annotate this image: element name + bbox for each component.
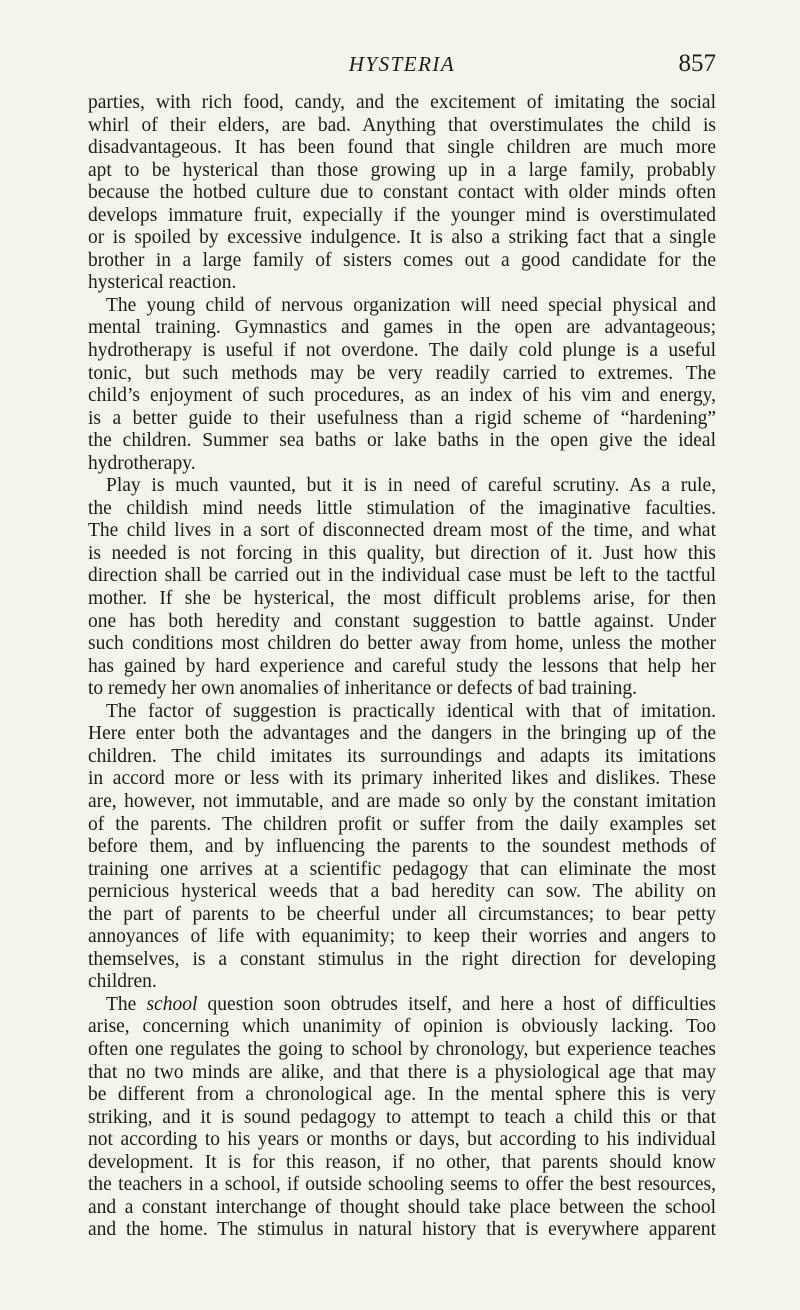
text-line: The child lives in a sort of disconnected dream most of the time, and what: [88, 520, 716, 542]
text-line: disadvantageous. It has been found that single children are much more: [88, 137, 716, 159]
text-line: parties, with rich food, candy, and the excitement of imitating the social: [88, 92, 716, 113]
text-line: pernicious hysterical weeds that a bad heredity can sow. The ability on: [88, 881, 716, 903]
text-line: be different from a chronological age. In the mental sphere this is very: [88, 1084, 716, 1106]
text-line: [88, 994, 716, 1017]
text-line: before them, and by influencing the parents to the soundest methods of: [88, 836, 716, 858]
paragraph-4: [88, 701, 716, 994]
text-line: is a better guide to their usefulness than a rigid scheme of “hardening”: [88, 407, 716, 429]
text-line: development. It is for this reason, if no other, that parents should know: [88, 1151, 716, 1173]
text-line: hysterical reaction.: [88, 272, 237, 294]
text-line: has gained by hard experience and careful study the lessons that help her: [88, 655, 716, 677]
text-line: Play is much vaunted, but it is in need of careful scrutiny. As a rule,: [106, 475, 716, 497]
text-line: or is spoiled by excessive indulgence. It is also a striking fact that a single: [88, 227, 716, 249]
text-line: mother. If she be hysterical, the most difficult problems arise, for then: [88, 588, 716, 610]
text-line: that no two minds are alike, and that there is a physiological age that may: [88, 1061, 716, 1083]
paragraph-2: [88, 295, 716, 475]
text-line: The young child of nervous organization will need special physical and: [106, 294, 716, 316]
text-line: children. The child imitates its surroundings and adapts its imitations: [88, 745, 716, 767]
body-text: [88, 92, 716, 1242]
text-line: the children. Summer sea baths or lake baths in the open give the ideal: [88, 430, 716, 452]
text-line: whirl of their elders, are bad. Anything that overstimulates the child is: [88, 114, 716, 136]
text-line: and the home. The stimulus in natural history that is everywhere apparent: [88, 1219, 716, 1241]
text-line: Here enter both the advantages and the dangers in the bringing up of the: [88, 723, 716, 745]
text-line: hydrotherapy is useful if not overdone. The daily cold plunge is a useful: [88, 340, 716, 362]
running-title: HYSTERIA: [348, 52, 456, 76]
paragraph-5: [88, 994, 716, 1242]
text-line: of the parents. The children profit or suffer from the daily examples set: [88, 813, 716, 835]
text-line: because the hotbed culture due to constant contact with older minds often: [88, 182, 716, 204]
text-line: such conditions most children do better away from home, unless the mother: [88, 633, 716, 655]
text-line: not according to his years or months or days, but according to his individual: [88, 1129, 716, 1151]
text-line: annoyances of life with equanimity; to keep their worries and angers to: [88, 926, 716, 948]
text-line: direction shall be carried out in the individual case must be left to the tactful: [88, 565, 716, 587]
text-line: and a constant interchange of thought should take place between the school: [88, 1196, 716, 1218]
text-line: apt to be hysterical than those growing up in a large family, probably: [88, 159, 716, 181]
text-line: children.: [88, 971, 157, 993]
paragraph-1: [88, 92, 716, 295]
text-line: child’s enjoyment of such procedures, as an index of his vim and energy,: [88, 385, 716, 407]
text-line: the part of parents to be cheerful under all circumstances; to bear petty: [88, 903, 716, 925]
text-line: hydrotherapy.: [88, 452, 196, 474]
text-line: the childish mind needs little stimulation of the imaginative faculties.: [88, 497, 716, 519]
text-line: tonic, but such methods may be very readily carried to extremes. The: [88, 362, 716, 384]
text-fragment: The: [106, 993, 147, 1015]
text-line: one has both heredity and constant suggestion to battle against. Under: [88, 610, 716, 632]
running-head: [88, 50, 716, 84]
text-line: in accord more or less with its primary inherited likes and dislikes. These: [88, 768, 716, 790]
text-line: are, however, not immutable, and are made so only by the constant imitation: [88, 790, 716, 812]
text-line: mental training. Gymnastics and games in the open are advantageous;: [88, 317, 716, 339]
text-line: to remedy her own anomalies of inheritance or defects of bad training.: [88, 678, 638, 700]
text-fragment: question soon obtrudes itself, and here a host of difficulties: [197, 993, 716, 1015]
paragraph-3: [88, 475, 716, 700]
page-number: 857: [678, 50, 716, 77]
text-line: themselves, is a constant stimulus in the right direction for developing: [88, 948, 716, 970]
text-line: the teachers in a school, if outside schooling seems to offer the best resources,: [88, 1174, 716, 1196]
text-line: training one arrives at a scientific pedagogy that can eliminate the most: [88, 858, 716, 880]
text-line: The factor of suggestion is practically identical with that of imitation.: [106, 700, 716, 722]
emphasized-word: school: [146, 993, 198, 1015]
text-line: develops immature fruit, expecially if the younger mind is overstimulated: [88, 204, 716, 226]
text-line: brother in a large family of sisters comes out a good candidate for the: [88, 249, 716, 271]
text-line: arise, concerning which unanimity of opinion is obviously lacking. Too: [88, 1016, 716, 1038]
text-line: striking, and it is sound pedagogy to attempt to teach a child this or that: [88, 1106, 716, 1128]
text-line: is needed is not forcing in this quality, but direction of it. Just how this: [88, 542, 716, 564]
text-line: often one regulates the going to school by chronology, but experience teaches: [88, 1038, 716, 1060]
